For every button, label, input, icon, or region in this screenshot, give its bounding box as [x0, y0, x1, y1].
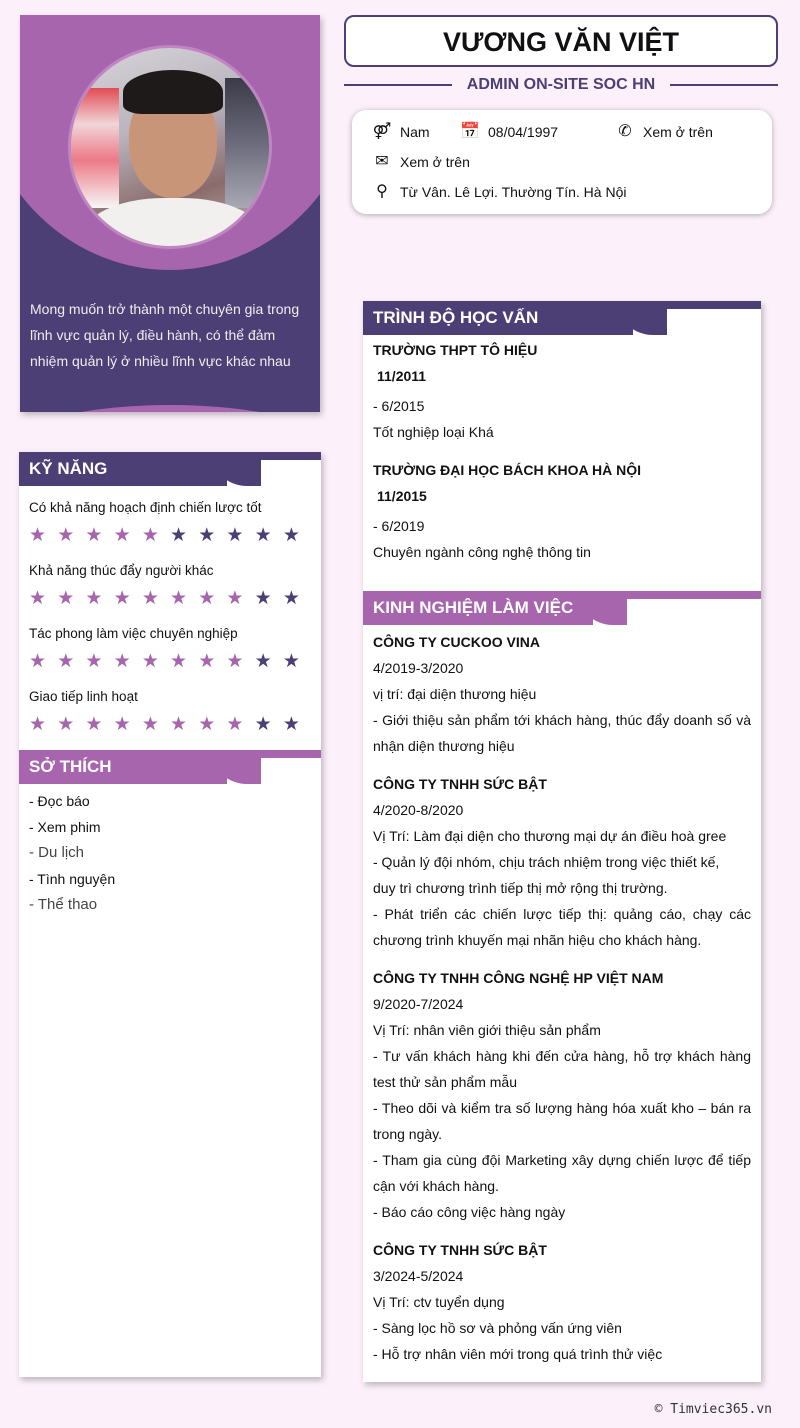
work-period: 4/2019-3/2020 [373, 660, 464, 676]
company-name: CÔNG TY TNHH CÔNG NGHỆ HP VIỆT NAM [373, 970, 664, 986]
school-desc: Chuyên ngành công nghệ thông tin [373, 544, 591, 560]
star-icon: ★ [85, 588, 103, 609]
phone-value: Xem ở trên [643, 124, 713, 140]
avatar-hair [123, 70, 223, 114]
work-detail: - Tham gia cùng đội Marketing xây dựng chiến lược để tiếp cận với khách hàng. [373, 1152, 751, 1194]
star-icon: ★ [282, 651, 300, 672]
skill-item [19, 562, 321, 610]
skill-label: Khả năng thúc đẩy người khác [29, 563, 214, 578]
star-icon: ★ [141, 714, 159, 735]
star-icon: ★ [226, 714, 244, 735]
work-period: 3/2024-5/2024 [373, 1268, 464, 1284]
star-icon: ★ [282, 525, 300, 546]
skill-label: Có khả năng hoạch định chiến lược tốt [29, 500, 262, 515]
star-icon: ★ [226, 651, 244, 672]
gender-value: Nam [400, 124, 430, 140]
work-period: 9/2020-7/2024 [373, 996, 464, 1012]
star-icon: ★ [113, 651, 131, 672]
star-icon: ★ [226, 588, 244, 609]
work-detail: - Giới thiệu sản phẩm tới khách hàng, thúc đẩy doanh số và nhận diện thương hiệu [373, 712, 751, 754]
skills-header [19, 452, 321, 486]
avatar-background-shelf-right [225, 78, 269, 208]
skill-item [19, 625, 321, 673]
star-icon: ★ [113, 588, 131, 609]
star-icon: ★ [141, 588, 159, 609]
skill-rating [29, 714, 311, 736]
work-detail: duy trì chương trình tiếp thị mở rộng thị trường. [373, 880, 668, 896]
school-end: - 6/2015 [373, 398, 425, 414]
star-icon: ★ [57, 525, 75, 546]
skills-title: KỸ NĂNG [19, 452, 227, 486]
star-icon: ★ [141, 525, 159, 546]
star-icon: ★ [141, 651, 159, 672]
star-icon: ★ [29, 714, 47, 735]
work-detail: - Báo cáo công việc hàng ngày [373, 1204, 566, 1220]
job-title: ADMIN ON-SITE SOC HN [466, 76, 656, 93]
experience-header [363, 591, 761, 625]
work-detail: Vị Trí: Làm đại diện cho thương mại dự án điều hoà gree [373, 828, 727, 844]
hobbies-header [19, 750, 321, 784]
profile-decor-bottom [20, 405, 320, 412]
skill-rating [29, 588, 311, 610]
avatar [68, 45, 272, 249]
star-icon: ★ [85, 714, 103, 735]
education-title: TRÌNH ĐỘ HỌC VẤN [363, 301, 633, 335]
skill-label: Tác phong làm việc chuyên nghiệp [29, 626, 238, 641]
footer-copyright: © Timviec365.vn [654, 1402, 772, 1417]
job-title-row [344, 74, 778, 96]
star-icon: ★ [198, 651, 216, 672]
contact-card [352, 110, 772, 214]
skills-list [19, 499, 321, 736]
star-icon: ★ [254, 714, 272, 735]
contact-birthday [460, 122, 558, 142]
star-icon: ★ [198, 525, 216, 546]
star-icon: ★ [170, 525, 188, 546]
experience-title: KINH NGHIỆM LÀM VIỆC [363, 591, 593, 625]
company-name: CÔNG TY CUCKOO VINA [373, 634, 540, 650]
education-item [363, 457, 761, 565]
hobby-item: - Thể thao [29, 896, 98, 913]
career-objective: Mong muốn trở thành một chuyên gia trong lĩnh vực quản lý, điều hành, có thể đảm nhiệm quản lý ở nhiều lĩnh vực khác nhau [30, 301, 300, 369]
hobby-item: - Du lịch [29, 844, 85, 861]
school-desc: Tốt nghiệp loại Khá [373, 424, 494, 440]
hobby-item: - Tình nguyện [29, 871, 116, 887]
email-icon: ✉ [375, 153, 389, 170]
star-icon: ★ [113, 714, 131, 735]
phone-icon: ✆ [618, 123, 632, 140]
right-panel [363, 301, 761, 1382]
work-detail: - Sàng lọc hồ sơ và phỏng vấn ứng viên [373, 1320, 622, 1336]
star-icon: ★ [226, 525, 244, 546]
skill-rating [29, 525, 311, 547]
star-icon: ★ [282, 714, 300, 735]
star-icon: ★ [198, 588, 216, 609]
avatar-background-shelf [71, 88, 119, 208]
experience-item [363, 1237, 761, 1367]
company-name: CÔNG TY TNHH SỨC BẬT [373, 1242, 547, 1258]
work-detail: Vị Trí: ctv tuyển dụng [373, 1294, 505, 1310]
calendar-icon: 📅 [460, 123, 480, 140]
gender-icon: ⚤ [372, 123, 392, 140]
star-icon: ★ [282, 588, 300, 609]
experience-item [363, 965, 761, 1225]
star-icon: ★ [170, 588, 188, 609]
education-item [363, 337, 761, 445]
contact-email [372, 152, 470, 172]
work-detail: Vị Trí: nhân viên giới thiệu sản phẩm [373, 1022, 601, 1038]
experience-list [363, 629, 761, 1367]
work-detail: - Quản lý đội nhóm, chịu trách nhiệm trong việc thiết kế, [373, 854, 720, 870]
contact-gender [372, 122, 430, 142]
star-icon: ★ [113, 525, 131, 546]
school-start: 11/2015 [377, 488, 427, 504]
work-detail: - Tư vấn khách hàng khi đến cửa hàng, hỗ trợ khách hàng test thử sản phẩm mẫu [373, 1048, 751, 1090]
star-icon: ★ [29, 588, 47, 609]
education-header [363, 301, 761, 335]
hobby-item: - Đọc báo [29, 793, 90, 809]
hobby-item: - Xem phim [29, 819, 101, 835]
star-icon: ★ [29, 651, 47, 672]
skill-rating [29, 651, 311, 673]
email-value: Xem ở trên [400, 154, 470, 170]
hobbies-title: SỞ THÍCH [19, 750, 227, 784]
work-detail: - Phát triển các chiến lược tiếp thị: quảng cáo, chạy các chương trình khuyến mại nhãn hiệu cho khách hàng. [373, 906, 751, 948]
star-icon: ★ [170, 714, 188, 735]
work-detail: - Theo dõi và kiểm tra số lượng hàng hóa xuất kho – bán ra trong ngày. [373, 1100, 751, 1142]
star-icon: ★ [85, 525, 103, 546]
address-value: Từ Vân. Lê Lợi. Thường Tín. Hà Nội [400, 184, 627, 200]
work-detail: vị trí: đại diện thương hiệu [373, 686, 537, 702]
contact-phone [615, 122, 713, 142]
profile-card [20, 15, 320, 412]
star-icon: ★ [170, 651, 188, 672]
star-icon: ★ [85, 651, 103, 672]
star-icon: ★ [254, 651, 272, 672]
star-icon: ★ [57, 588, 75, 609]
birthday-value: 08/04/1997 [488, 124, 559, 140]
skill-label: Giao tiếp linh hoạt [29, 689, 138, 704]
school-end: - 6/2019 [373, 518, 425, 534]
experience-item [363, 629, 761, 759]
star-icon: ★ [254, 525, 272, 546]
star-icon: ★ [29, 525, 47, 546]
work-period: 4/2020-8/2020 [373, 802, 464, 818]
left-panel [19, 452, 321, 1377]
star-icon: ★ [254, 588, 272, 609]
star-icon: ★ [57, 651, 75, 672]
school-start: 11/2011 [377, 368, 427, 384]
work-detail: - Hỗ trợ nhân viên mới trong quá trình thử việc [373, 1346, 663, 1362]
location-icon: ⚲ [376, 183, 388, 200]
school-name: TRƯỜNG ĐẠI HỌC BÁCH KHOA HÀ NỘI [373, 462, 642, 478]
skill-item [19, 499, 321, 547]
full-name: VƯƠNG VĂN VIỆT [344, 15, 778, 67]
hobbies-list [19, 784, 321, 918]
school-name: TRƯỜNG THPT TÔ HIỆU [373, 342, 538, 358]
star-icon: ★ [198, 714, 216, 735]
skill-item [19, 688, 321, 736]
contact-address [372, 182, 626, 202]
company-name: CÔNG TY TNHH SỨC BẬT [373, 776, 547, 792]
star-icon: ★ [57, 714, 75, 735]
experience-item [363, 771, 761, 953]
